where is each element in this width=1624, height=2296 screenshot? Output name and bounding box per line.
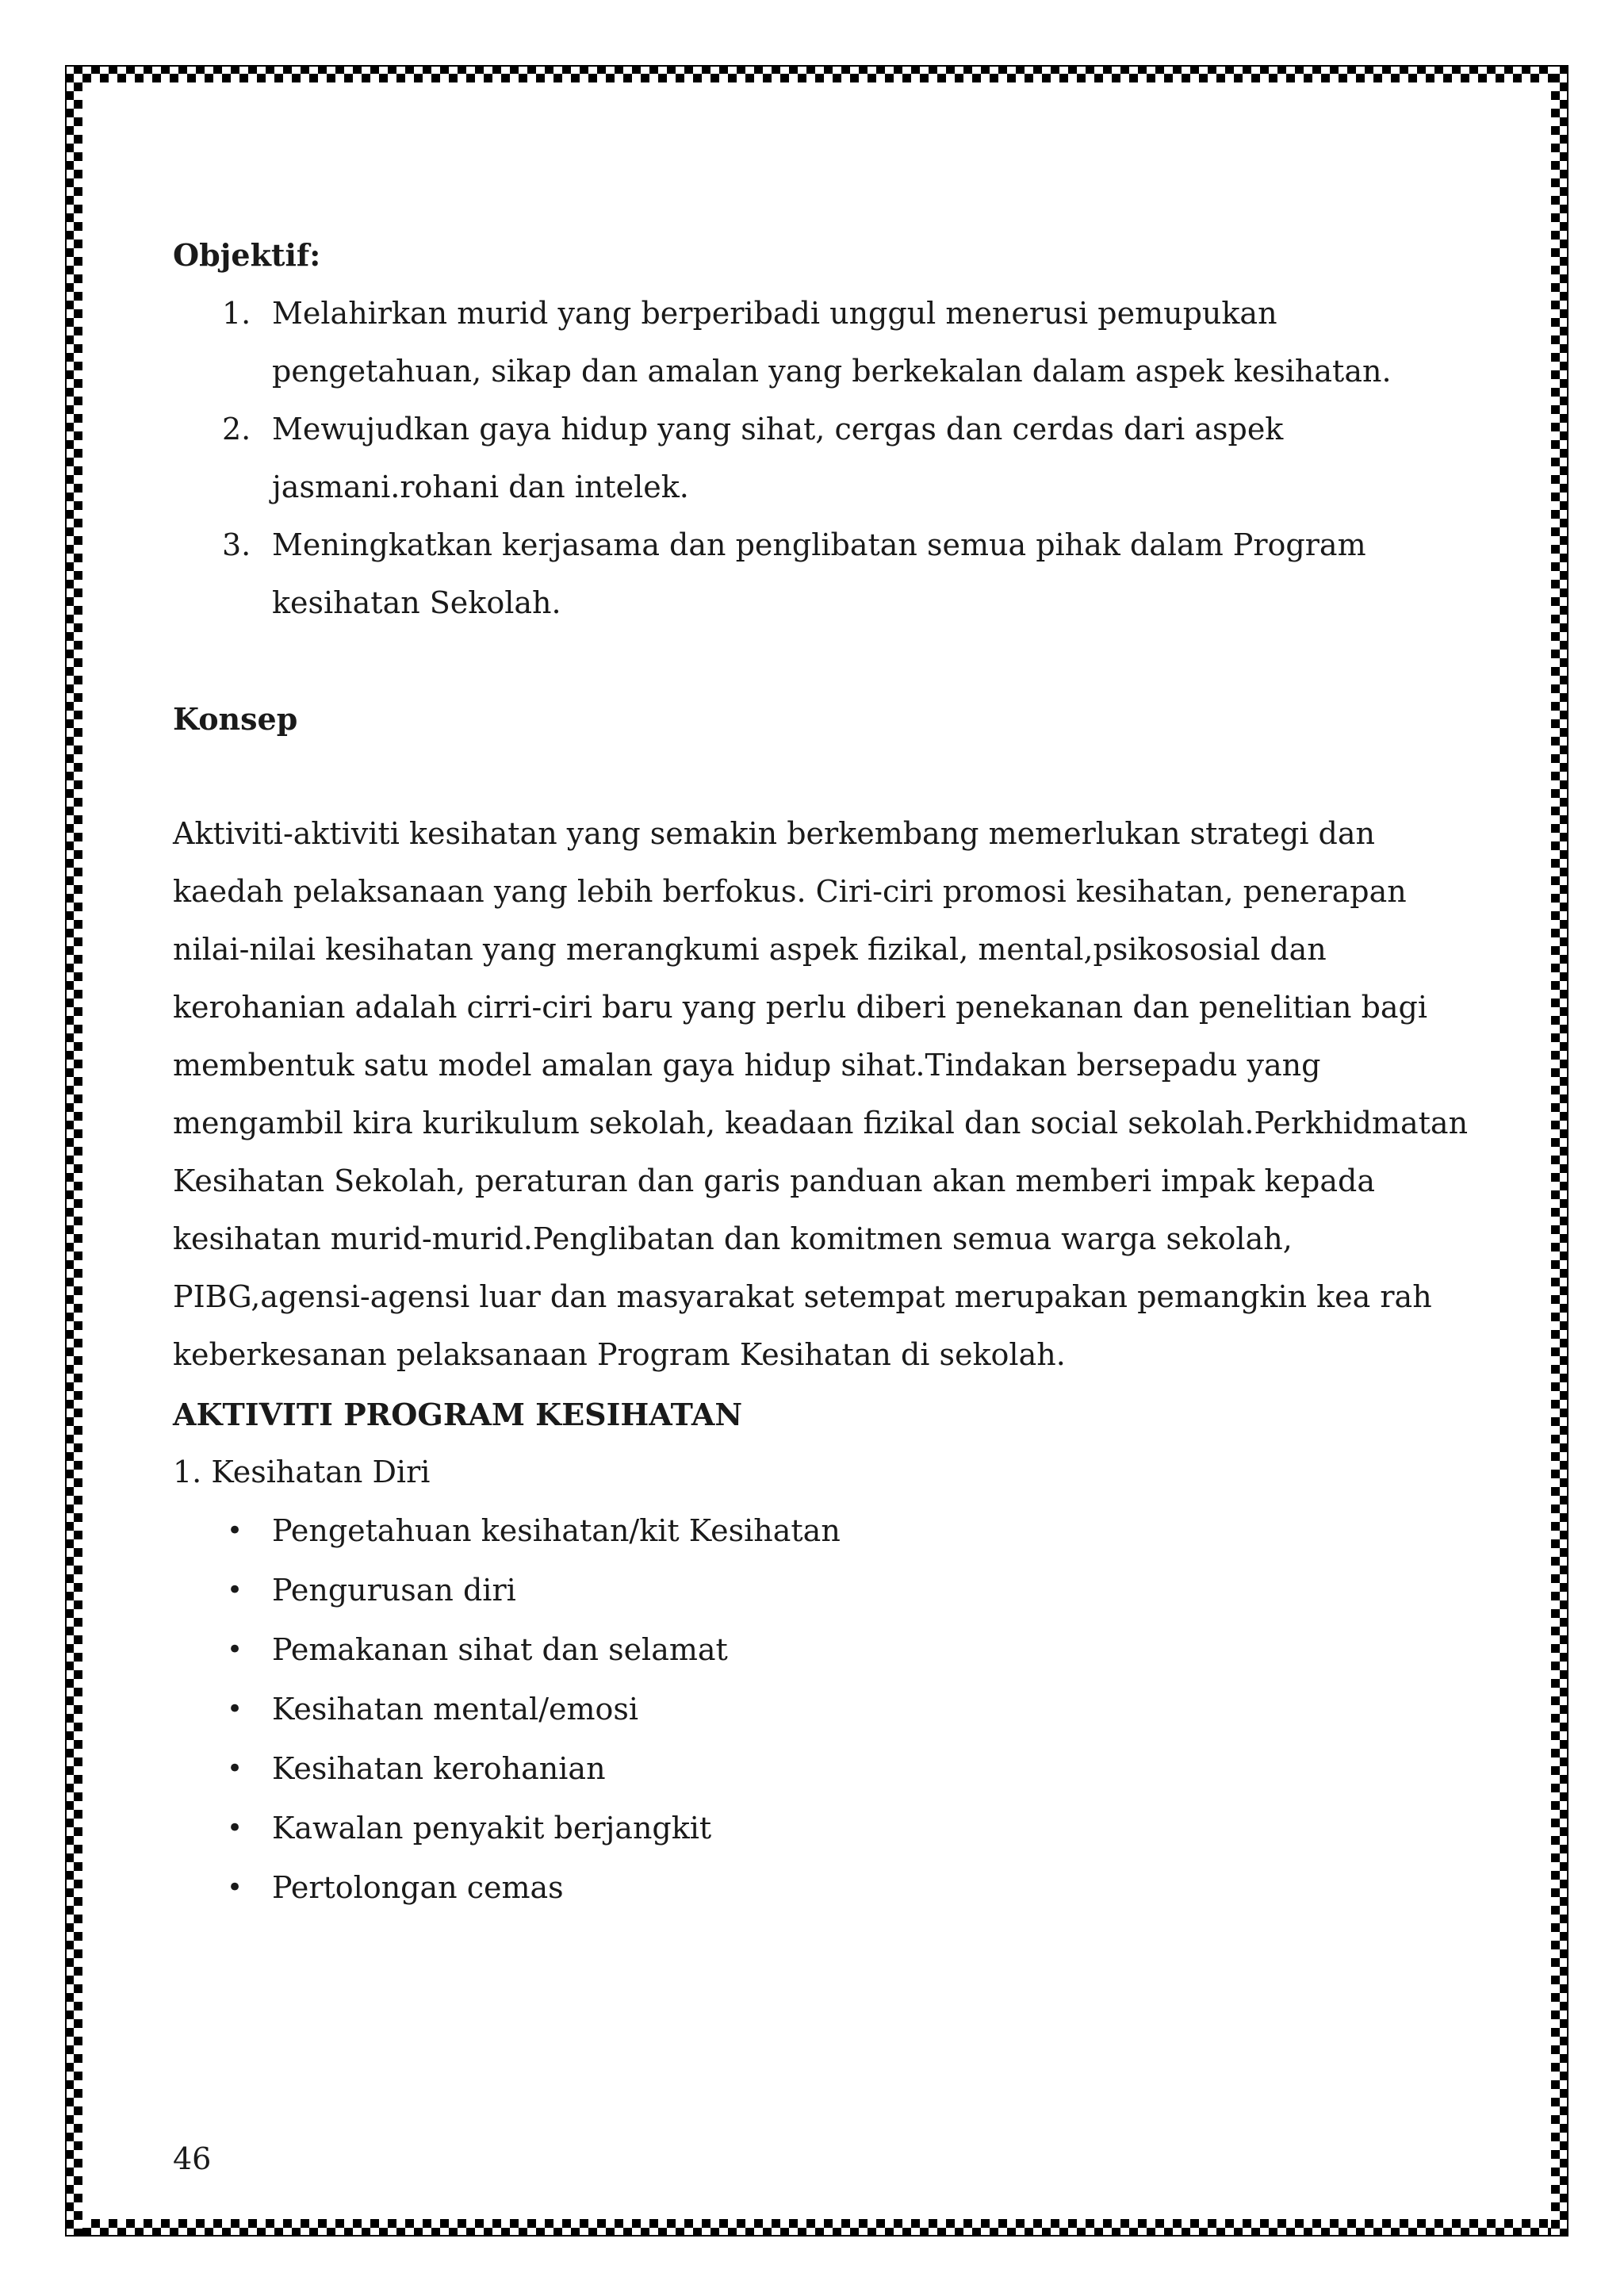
bullet-item: [173, 1561, 1473, 1620]
aktiviti-heading: AKTIVITI PROGRAM KESIHATAN: [173, 1397, 743, 1432]
bullet-icon: •: [227, 1693, 243, 1725]
bullet-item-text: Pengurusan diri: [272, 1573, 516, 1608]
bullet-item: [173, 1739, 1473, 1799]
objektif-heading: Objektif:: [173, 237, 321, 273]
bullet-item: [173, 1620, 1473, 1680]
bullet-item-text: Kesihatan mental/emosi: [272, 1692, 639, 1727]
page-number: 46: [173, 2141, 212, 2176]
bullet-icon: •: [227, 1574, 243, 1606]
border-outline-top: [65, 65, 1568, 67]
checkered-border-left: [65, 65, 82, 2237]
bullet-item-text: Pengetahuan kesihatan/kit Kesihatan: [272, 1513, 841, 1548]
bullet-icon: •: [227, 1634, 243, 1665]
konsep-heading: Konsep: [173, 701, 298, 737]
objektif-item-number: 3.: [222, 527, 251, 562]
objektif-item-text: Melahirkan murid yang berperibadi unggul menerusi pemupukan pengetahuan, sikap dan amalan yang berkekalan dalam aspek kesihatan.: [272, 296, 1392, 389]
objektif-item-text: Meningkatkan kerjasama dan penglibatan semua pihak dalam Program kesihatan Sekolah.: [272, 527, 1366, 620]
aktiviti-bullet-list: [173, 1501, 1473, 1918]
bullet-item: [173, 1501, 1473, 1561]
bullet-item: [173, 1799, 1473, 1858]
bullet-item: [173, 1858, 1473, 1918]
objektif-item: [173, 285, 1473, 401]
border-outline-bottom: [65, 2235, 1568, 2237]
bullet-icon: •: [227, 1872, 243, 1903]
bullet-icon: •: [227, 1515, 243, 1547]
aktiviti-subheading: 1. Kesihatan Diri: [173, 1455, 431, 1489]
bullet-item-text: Pemakanan sihat dan selamat: [272, 1632, 728, 1667]
bullet-item-text: Kawalan penyakit berjangkit: [272, 1811, 712, 1846]
checkered-border-bottom: [65, 2219, 1568, 2237]
border-outline-right: [1567, 65, 1568, 2237]
konsep-paragraph: Aktiviti-aktiviti kesihatan yang semakin berkembang memerlukan strategi dan kaedah pelaksanaan yang lebih berfokus. Ciri-ciri promosi kesihatan, penerapan nilai-nilai kesihatan yang merangkumi aspek fizikal, mental,psikososial dan kerohanian adalah cirri-ciri baru yang perlu diberi penekanan dan penelitian bagi membentuk satu model amalan gaya hidup sihat.Tindakan bersepadu yang mengambil kira kurikulum sekolah, keadaan fizikal dan social sekolah.Perkhidmatan Kesihatan Sekolah, peraturan dan garis panduan akan memberi impak kepada kesihatan murid-murid.Penglibatan dan komitmen semua warga sekolah, PIBG,agensi-agensi luar dan masyarakat setempat merupakan pemangkin kea rah keberkesanan pelaksanaan Program Kesihatan di sekolah.: [173, 816, 1469, 1372]
bullet-icon: •: [227, 1753, 243, 1784]
objektif-item-text: Mewujudkan gaya hidup yang sihat, cergas dan cerdas dari aspek jasmani.rohani dan intelek.: [272, 412, 1284, 504]
bullet-item: [173, 1680, 1473, 1739]
bullet-item-text: Pertolongan cemas: [272, 1870, 564, 1905]
border-outline-left: [65, 65, 67, 2237]
objektif-item-number: 1.: [222, 296, 251, 331]
objektif-item-number: 2.: [222, 412, 251, 447]
objektif-item: [173, 516, 1473, 632]
objektif-list: [173, 285, 1473, 632]
objektif-item: [173, 401, 1473, 516]
checkered-border-top: [65, 65, 1568, 82]
bullet-item-text: Kesihatan kerohanian: [272, 1751, 606, 1786]
checkered-border-right: [1551, 65, 1568, 2237]
bullet-icon: •: [227, 1812, 243, 1844]
